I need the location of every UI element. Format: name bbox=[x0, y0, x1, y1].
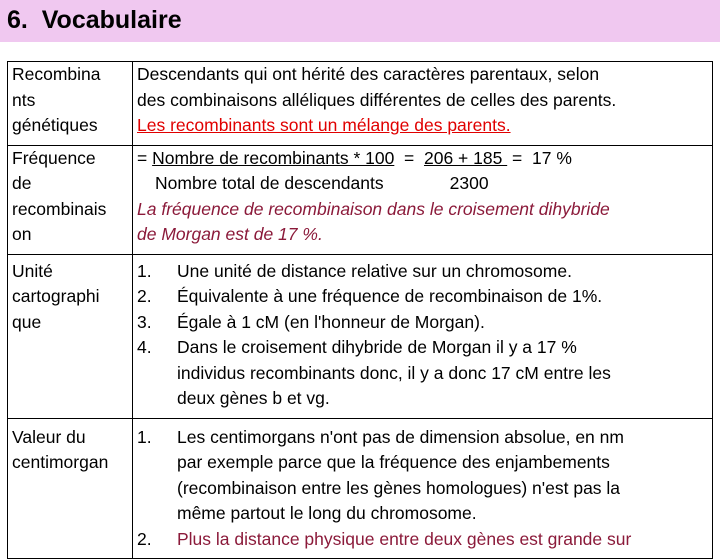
list-number: 2. bbox=[137, 286, 152, 306]
term-cell bbox=[8, 418, 133, 559]
page-title: 6. Vocabulaire bbox=[7, 6, 182, 34]
list-item bbox=[137, 259, 708, 285]
value-denominator: 2300 bbox=[449, 173, 489, 193]
list-text: deux gènes b et vg. bbox=[177, 388, 330, 408]
term-line: Unité bbox=[12, 260, 53, 281]
term-line: Fréquence bbox=[12, 147, 96, 168]
formula-numerator: Nombre de recombinants * 100 bbox=[152, 147, 395, 168]
definition-line: Descendants qui ont hérité des caractères parentaux, selon bbox=[137, 64, 600, 84]
value-numerator: 206 + 185 bbox=[423, 147, 508, 168]
term-line: de bbox=[12, 173, 32, 193]
vocabulary-table bbox=[7, 61, 713, 559]
term-cell bbox=[8, 62, 133, 146]
list-number: 1. bbox=[137, 426, 152, 447]
list-text: Plus la distance physique entre deux gènes est grande sur bbox=[177, 528, 632, 549]
row-recombinants bbox=[8, 62, 713, 146]
note-line: La fréquence de recombinaison dans le croisement dihybride bbox=[137, 198, 610, 219]
formula-line bbox=[137, 146, 708, 172]
definition-highlight: Les recombinants sont un mélange des parents. bbox=[137, 115, 511, 135]
list-text: Les centimorgans n'ont pas de dimension absolue, en nm bbox=[177, 426, 624, 447]
row-valeur bbox=[8, 418, 713, 559]
term-line: génétiques bbox=[12, 115, 98, 135]
list-text: Dans le croisement dihybride de Morgan il y a 17 % bbox=[177, 337, 577, 357]
list-text: Équivalente à une fréquence de recombinaison de 1%. bbox=[177, 286, 603, 306]
term-line: Recombina bbox=[12, 64, 101, 84]
list-item bbox=[137, 527, 708, 553]
term-line: nts bbox=[12, 89, 36, 110]
list-number: 3. bbox=[137, 311, 152, 332]
term-line: on bbox=[12, 224, 32, 244]
list-number: 1. bbox=[137, 260, 152, 281]
row-unite bbox=[8, 254, 713, 418]
list-text: Une unité de distance relative sur un chromosome. bbox=[177, 260, 572, 281]
list-item bbox=[137, 425, 708, 527]
result-value: = 17 % bbox=[507, 147, 572, 168]
definition-line: des combinaisons alléliques différentes de celles des parents. bbox=[137, 89, 617, 110]
list-number: 4. bbox=[137, 337, 152, 357]
equals-sign: = bbox=[394, 147, 424, 168]
term-line: centimorgan bbox=[12, 452, 109, 472]
formula-denominator: Nombre total de descendants bbox=[155, 173, 384, 193]
title-bar bbox=[0, 0, 720, 42]
list-number: 2. bbox=[137, 528, 152, 549]
row-frequence bbox=[8, 145, 713, 254]
note-line: de Morgan est de 17 %. bbox=[137, 224, 323, 244]
term-cell bbox=[8, 254, 133, 418]
numbered-list bbox=[137, 425, 708, 553]
numbered-list bbox=[137, 259, 708, 412]
term-line: que bbox=[12, 311, 42, 332]
list-text: individus recombinants donc, il y a donc 17 cM entre les bbox=[177, 362, 611, 383]
list-item bbox=[137, 284, 708, 310]
term-line: cartographi bbox=[12, 286, 100, 306]
equals-sign: = bbox=[137, 147, 153, 168]
definition-cell bbox=[133, 145, 713, 254]
list-item bbox=[137, 335, 708, 412]
definition-cell bbox=[133, 62, 713, 146]
formula-line bbox=[137, 171, 708, 197]
list-text: (recombinaison entre les gènes homologues) n'est pas la bbox=[177, 477, 621, 498]
term-cell bbox=[8, 145, 133, 254]
list-text: Égale à 1 cM (en l'honneur de Morgan). bbox=[177, 311, 485, 332]
list-text: même partout le long du chromosome. bbox=[177, 503, 477, 523]
list-text: par exemple parce que la fréquence des enjambements bbox=[177, 452, 610, 472]
definition-cell bbox=[133, 418, 713, 559]
term-line: recombinais bbox=[12, 198, 107, 219]
list-item bbox=[137, 310, 708, 336]
definition-cell bbox=[133, 254, 713, 418]
term-line: Valeur du bbox=[12, 426, 86, 447]
